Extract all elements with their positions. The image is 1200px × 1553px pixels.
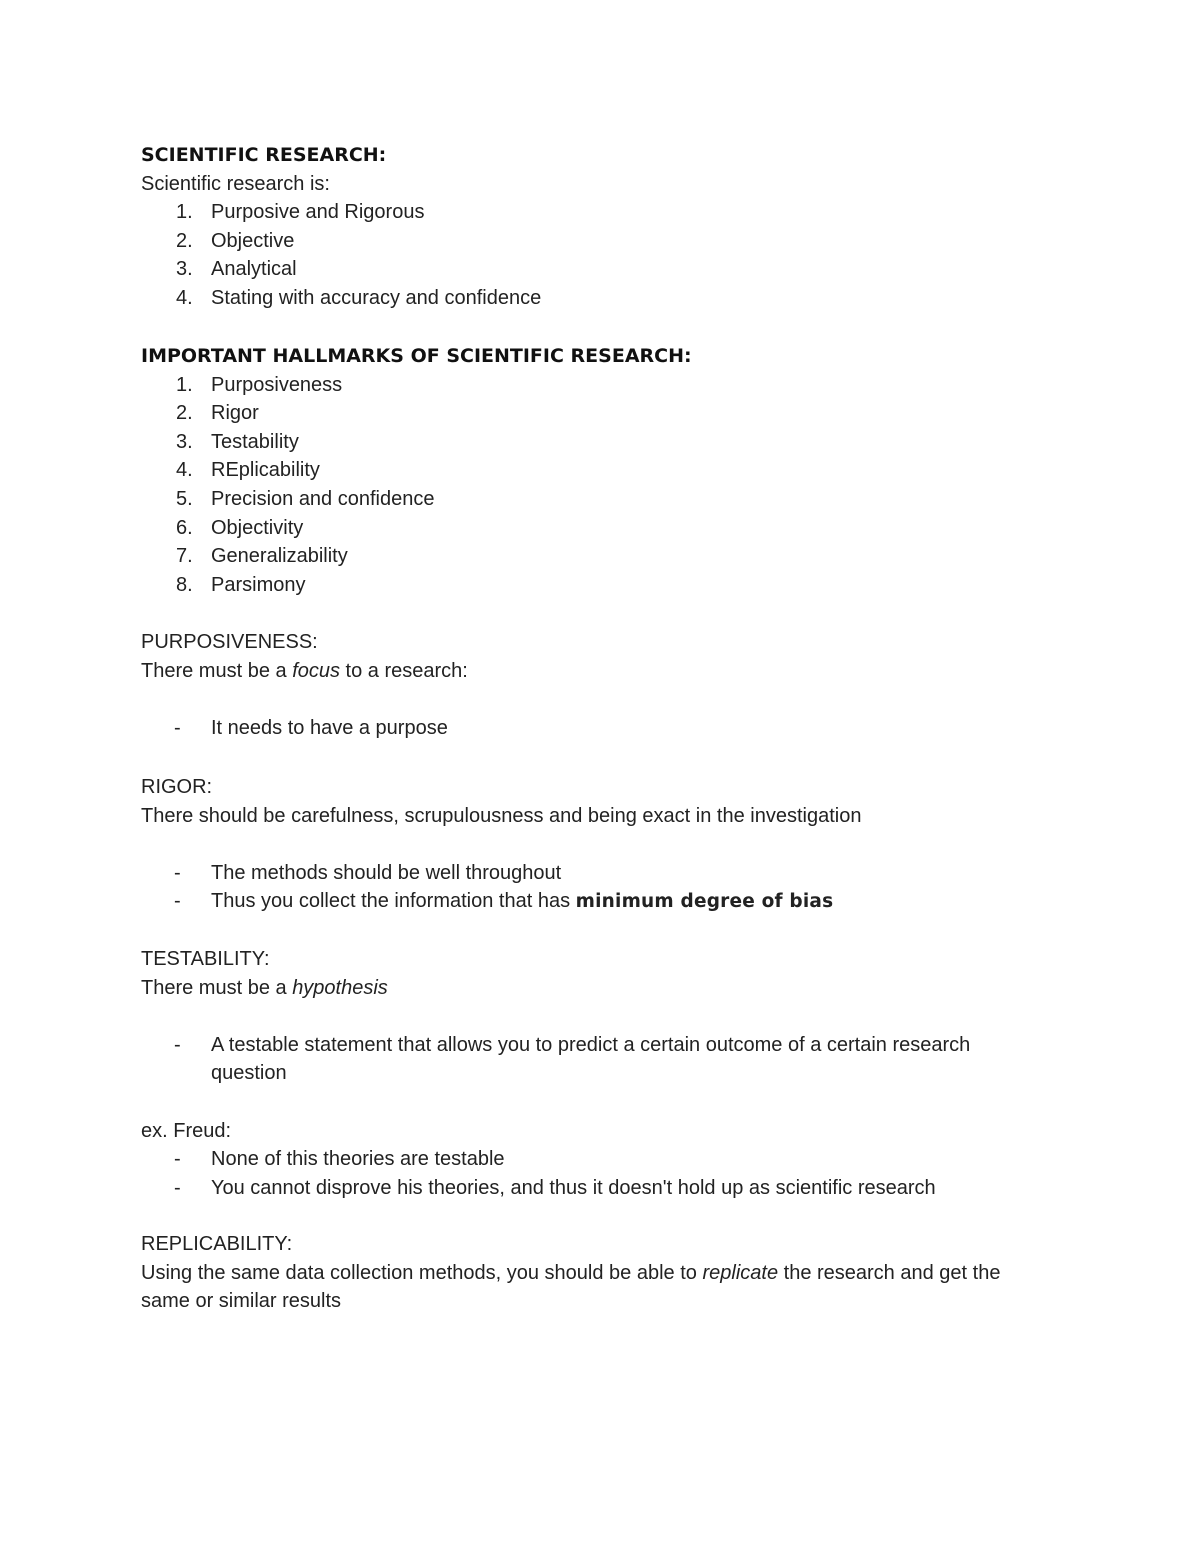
section-heading: RIGOR: — [141, 776, 213, 798]
text-run: to a research: — [340, 659, 468, 682]
list-item-text: None of this theories are testable — [211, 1148, 505, 1171]
section-purposiveness — [141, 628, 1061, 742]
list-item — [141, 428, 1061, 457]
example-label: ex. Freud: — [141, 1119, 232, 1142]
bullet-list — [141, 714, 1061, 743]
list-item — [141, 198, 1061, 227]
list-item-text: A testable statement that allows you to predict a certain outcome of a certain research question — [211, 1033, 971, 1085]
list-item — [141, 859, 1061, 888]
list-number: 1. — [176, 373, 193, 396]
list-item — [141, 514, 1061, 543]
section-hallmarks — [141, 342, 1061, 599]
bullet-list — [141, 859, 1061, 916]
list-item — [141, 1145, 1061, 1174]
bullet-dash: - — [174, 1148, 181, 1171]
list-item-text: You cannot disprove his theories, and thus it doesn't hold up as scientific research — [211, 1176, 936, 1199]
list-item-text: Testability — [211, 430, 299, 453]
list-item-text: Stating with accuracy and confidence — [211, 286, 542, 309]
section-description — [141, 1259, 1041, 1316]
ordered-list — [141, 198, 1061, 312]
list-number: 2. — [176, 229, 193, 252]
list-number: 4. — [176, 459, 193, 482]
bullet-dash: - — [174, 1033, 181, 1056]
bold-text: minimum degree of bias — [575, 891, 834, 913]
list-item — [141, 456, 1061, 485]
list-number: 2. — [176, 402, 193, 425]
list-item-text: Objective — [211, 229, 295, 252]
list-item — [141, 887, 1061, 916]
list-item-text: Parsimony — [211, 573, 306, 596]
section-heading: TESTABILITY: — [141, 948, 270, 970]
list-item — [141, 485, 1061, 514]
list-item — [141, 714, 1061, 743]
list-item-text: It needs to have a purpose — [211, 716, 448, 739]
bullet-dash: - — [174, 890, 181, 913]
list-item-text: Purposive and Rigorous — [211, 201, 425, 224]
ordered-list — [141, 371, 1061, 600]
list-item — [141, 371, 1061, 400]
list-number: 5. — [176, 487, 193, 510]
list-number: 1. — [176, 201, 193, 224]
section-testability — [141, 945, 1061, 1202]
list-number: 7. — [176, 545, 193, 568]
list-item — [141, 1031, 1041, 1088]
bullet-list — [141, 1145, 1061, 1202]
section-rigor — [141, 773, 1061, 916]
list-number: 4. — [176, 286, 193, 309]
list-item — [141, 1174, 1061, 1203]
section-replicability — [141, 1230, 1061, 1316]
text-run: There must be a — [141, 659, 293, 682]
section-description — [141, 657, 1061, 686]
list-number: 8. — [176, 573, 193, 596]
list-item — [141, 542, 1061, 571]
list-item-text: Thus you collect the information that has — [211, 890, 576, 913]
text-run: the research and get the same or similar results — [141, 1261, 1001, 1313]
list-item — [141, 255, 1061, 284]
list-number: 3. — [176, 258, 193, 281]
list-item — [141, 571, 1061, 600]
section-description: There should be carefulness, scrupulousness and being exact in the investigation — [141, 804, 862, 827]
list-item-text: Purposiveness — [211, 373, 343, 396]
list-number: 6. — [176, 516, 193, 539]
list-item-text: Analytical — [211, 258, 297, 281]
bullet-list — [141, 1031, 1061, 1088]
bullet-dash: - — [174, 1176, 181, 1199]
list-item-text: The methods should be well throughout — [211, 861, 562, 884]
list-item-text: Rigor — [211, 402, 259, 425]
list-item-text: REplicability — [211, 459, 320, 482]
emphasis-text: hypothesis — [292, 976, 388, 999]
text-run: Using the same data collection methods, you should be able to — [141, 1261, 703, 1284]
section-description — [141, 974, 1061, 1003]
list-item-text: Generalizability — [211, 545, 348, 568]
list-item — [141, 227, 1061, 256]
bullet-dash: - — [174, 716, 181, 739]
list-item-text: Objectivity — [211, 516, 304, 539]
list-item — [141, 284, 1061, 313]
emphasis-text: replicate — [702, 1261, 779, 1284]
section-scientific-research — [141, 141, 1061, 313]
section-heading: REPLICABILITY: — [141, 1233, 293, 1255]
list-item — [141, 399, 1061, 428]
list-item-text: Precision and confidence — [211, 487, 435, 510]
section-intro: Scientific research is: — [141, 172, 330, 195]
text-run: There must be a — [141, 976, 293, 999]
list-number: 3. — [176, 430, 193, 453]
section-heading: SCIENTIFIC RESEARCH: — [141, 144, 387, 166]
section-heading: IMPORTANT HALLMARKS OF SCIENTIFIC RESEARCH: — [141, 345, 692, 367]
section-heading: PURPOSIVENESS: — [141, 631, 318, 653]
bullet-dash: - — [174, 861, 181, 884]
emphasis-text: focus — [292, 659, 340, 682]
